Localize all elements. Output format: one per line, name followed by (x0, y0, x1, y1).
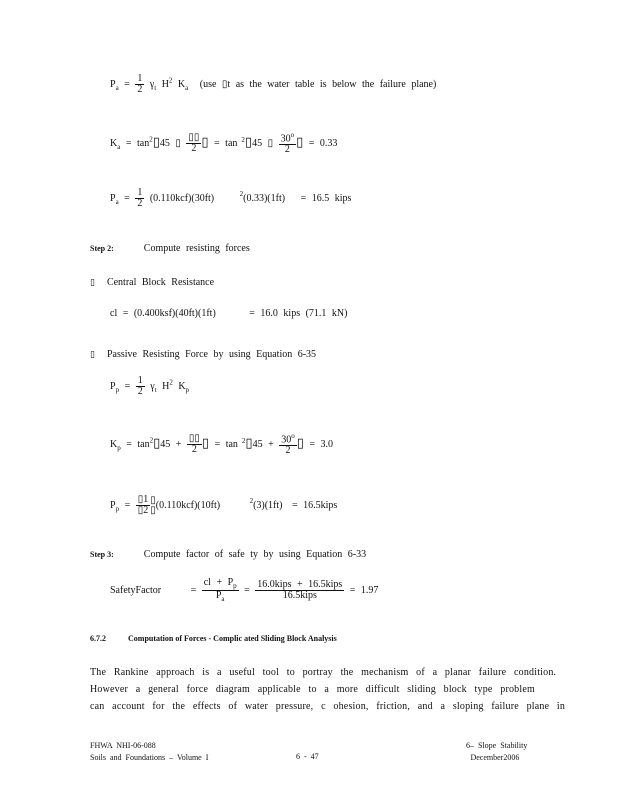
bullet-mark: ▯ (90, 277, 95, 287)
footer-chapter: 6– Slope Stability (466, 741, 528, 750)
eq-lhs-sub: p (115, 504, 120, 513)
frac-num: ▯▯ (188, 433, 200, 445)
bracket-close-1: ▯ (201, 434, 210, 450)
footer-page-number: 6 - 47 (296, 752, 319, 761)
h-symbol: H (162, 380, 170, 392)
frac-den-sub: a (221, 595, 225, 603)
tan-part-1: = tan (126, 438, 150, 450)
footer-doc-title: Soils and Foundations – Volume I (90, 753, 209, 762)
bracket-close-top: ▯ (150, 494, 156, 506)
fraction-30-half (279, 433, 297, 456)
equation-ka (110, 132, 337, 155)
frac-num: 1 (137, 187, 143, 198)
bracket-bottom: ▯2 (137, 505, 149, 516)
paragraph-line: can account for the effects of water pressure, c ohesion, friction, and a sloping failure plane in (90, 701, 566, 712)
expr-1: (0.110kcf)(30ft) (149, 192, 215, 204)
eq-note: (use ▯t as the water table is below the failure plane) (199, 78, 437, 90)
expr-2: (3)(1ft) (253, 499, 283, 511)
bracket-open-2: ▯ (245, 434, 253, 450)
h-symbol: H (161, 78, 169, 90)
eq-result: = 0.33 (308, 137, 338, 149)
angle-2: 45 (252, 438, 263, 450)
bracket-close-2: ▯ (296, 434, 304, 450)
step-2-line (90, 238, 250, 256)
equation-active-force-value (110, 188, 351, 209)
tan-sup-1: 2 (149, 135, 153, 144)
footer-left (90, 740, 208, 764)
fraction-30-half (279, 132, 297, 155)
eq-sign: = (124, 380, 131, 392)
tan-part-2: = tan (214, 137, 238, 149)
frac-den: 2 (137, 386, 143, 397)
frac-den: 2 (137, 84, 143, 95)
step-label: Step 2: (90, 244, 114, 253)
tan-sup-2: 2 (241, 436, 246, 445)
section-heading (90, 634, 337, 643)
frac-den: 2 (191, 143, 197, 155)
expr-1: (0.110kcf)(10ft) (155, 499, 221, 511)
bullet-passive-force (90, 344, 316, 362)
eq-lhs-sub: a (117, 142, 121, 151)
eq-result: = 3.0 (309, 438, 334, 450)
step-3-line (90, 544, 366, 562)
section-title: Computation of Forces - Complic ated Sliding Block Analysis (128, 634, 337, 643)
fraction-phi-half (187, 434, 202, 455)
footer-date: December2006 (470, 753, 520, 762)
equation-cohesion-force (110, 308, 347, 319)
angle-1: 45 (160, 438, 171, 450)
k-sub: p (185, 385, 190, 394)
bullet-central-block (90, 272, 214, 290)
k-symbol: K (178, 380, 186, 392)
sf-label: SafetyFactor (110, 584, 162, 596)
minus-2: ▯ (267, 137, 274, 149)
bracket-open-1: ▯ (153, 434, 161, 450)
frac-den: 16.5kips (282, 590, 317, 601)
frac-num: 30 (281, 434, 292, 446)
eq-lhs: P (110, 499, 116, 511)
footer-doc-id: FHWA NHI-06-088 (90, 741, 156, 750)
k-symbol: K (177, 78, 186, 90)
frac-den: 2 (137, 198, 143, 209)
h-sup: 2 (168, 76, 173, 85)
section-number: 6.7.2 (90, 634, 106, 643)
eq-result: = 1.97 (349, 584, 379, 596)
bracket-close-bottom: ▯ (150, 504, 156, 516)
angle-1: 45 (159, 137, 170, 149)
tan-sup-2: 2 (241, 135, 245, 144)
expr-sup: 2 (239, 190, 244, 199)
bracket-close-1: ▯ (201, 133, 209, 149)
frac-num-sub: p (233, 582, 237, 590)
frac-den: 2 (284, 144, 290, 156)
footer-right (466, 740, 527, 764)
eq-lhs: K (110, 137, 118, 149)
eq-result: = 16.5 kips (300, 192, 352, 204)
degree-symbol: o (290, 131, 295, 139)
frac-num: 16.0kips + 16.5kips (257, 579, 343, 590)
step-label: Step 3: (90, 550, 114, 559)
step-text: Compute resisting forces (143, 243, 250, 254)
expr-sup: 2 (249, 497, 254, 506)
eq-result: = 16.5kips (292, 499, 338, 511)
eq-sign: = (124, 78, 130, 90)
eq-lhs-sub: a (115, 83, 119, 92)
minus-1: ▯ (175, 137, 181, 149)
gamma-symbol: γ (150, 380, 155, 392)
gamma-sub: t (154, 83, 157, 92)
bracket-close-2: ▯ (296, 133, 304, 149)
equation-safety-factor (110, 578, 378, 603)
equation-kp (110, 433, 333, 456)
body-paragraph (90, 664, 565, 715)
eq-lhs: K (110, 438, 118, 450)
tan-part-1: = tan (125, 137, 150, 149)
eq-sign: = (124, 499, 131, 511)
bracket-open-2: ▯ (244, 133, 253, 149)
paragraph-line: The Rankine approach is a useful tool to portray the mechanism of a planar failure condition. (90, 667, 557, 678)
eq-lhs: P (110, 192, 116, 204)
angle-2: 45 (252, 137, 263, 149)
frac-num: cl + P (203, 577, 234, 588)
fraction-phi-half (186, 133, 201, 154)
expr-2: (0.33)(1ft) (243, 192, 286, 204)
bracket-top: ▯1 (137, 494, 149, 505)
bullet-mark: ▯ (90, 349, 95, 359)
fraction-one-half (136, 376, 145, 397)
bullet-text: Central Block Resistance (106, 277, 215, 288)
degree-symbol: o (291, 432, 295, 440)
frac-num: 1 (137, 375, 143, 386)
eq-lhs-sub: p (115, 385, 120, 394)
plus-1: + (175, 438, 182, 450)
fraction-values (255, 580, 344, 601)
step-text: Compute factor of safe ty by using Equation 6-33 (143, 549, 367, 560)
frac-den: P (215, 590, 222, 601)
paragraph-line: However a general force diagram applicable to a more difficult sliding block type problem (90, 684, 535, 695)
eq-lhs-sub: a (115, 197, 119, 206)
eq-result: = 16.0 kips (71.1 kN) (249, 308, 348, 319)
k-sub: a (185, 83, 189, 92)
tan-sup-1: 2 (149, 436, 154, 445)
frac-num: 30 (280, 133, 291, 145)
eq-sign-2: = (244, 584, 250, 596)
frac-den: 2 (285, 445, 291, 457)
fraction-one-half (135, 188, 144, 209)
tan-part-2: = tan (214, 438, 238, 450)
plus-2: + (268, 438, 274, 450)
fraction-one-half (135, 74, 144, 95)
h-sup: 2 (169, 378, 173, 387)
frac-num: 1 (137, 73, 143, 84)
frac-den: 2 (191, 444, 197, 456)
eq-lhs-sub: p (117, 443, 121, 452)
gamma-sub: t (154, 385, 157, 394)
eq-sign: = (124, 192, 130, 204)
gamma-symbol: γ (149, 78, 155, 90)
eq-lhs: P (110, 78, 116, 90)
equation-passive-force-formula (110, 376, 189, 397)
bracketed-half (136, 495, 151, 516)
frac-num: ▯▯ (188, 132, 200, 144)
bullet-text: Passive Resisting Force by using Equation 6-35 (106, 349, 317, 360)
equation-passive-force-value (110, 495, 337, 516)
eq-sign-1: = (190, 584, 197, 596)
eq-lhs: P (110, 380, 116, 392)
eq-text: cl = (0.400ksf)(40ft)(1ft) (110, 308, 216, 319)
fraction-forces (202, 578, 239, 603)
bracket-open-1: ▯ (152, 133, 160, 149)
equation-active-force-formula (110, 74, 436, 95)
